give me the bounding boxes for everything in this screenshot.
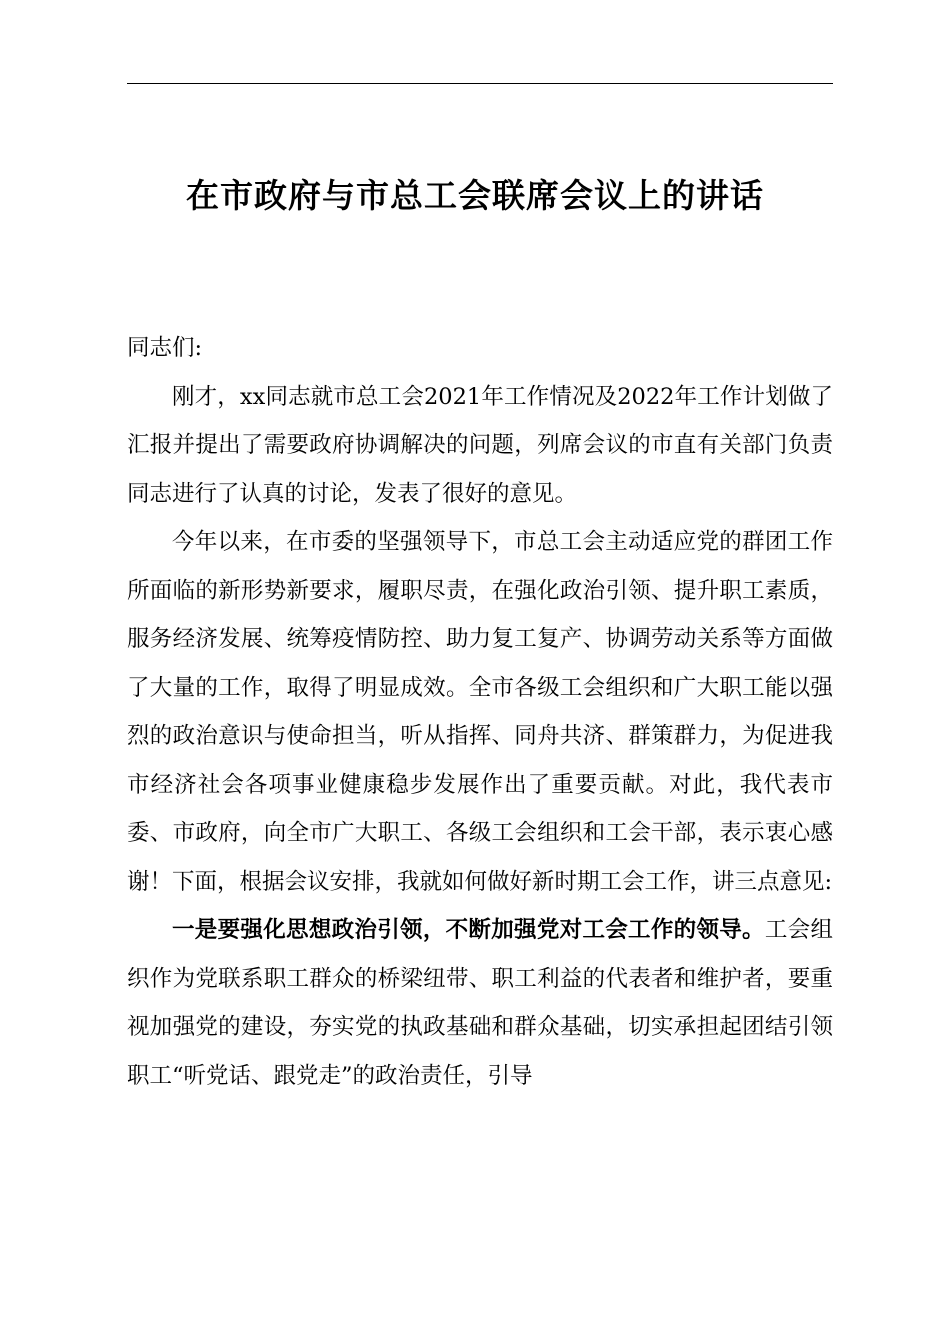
salutation: 同志们: bbox=[127, 335, 203, 361]
document-title: 在市政府与市总工会联席会议上的讲话 bbox=[186, 176, 764, 215]
section-one-paragraph bbox=[127, 906, 833, 1100]
section-one-heading: 一是要强化思想政治引领，不断加强党对工会工作的领导。 bbox=[172, 917, 765, 943]
header-rule bbox=[127, 83, 833, 84]
section-one-text: 工会组织作为党联系职工群众的桥梁纽带、职工利益的代表者和维护者，要重视加强党的建设，夯实党的执政基础和群众基础，切实承担起团结引领职工“听党话、跟党走”的政治责任，引导 bbox=[127, 917, 833, 1089]
document-body bbox=[127, 324, 833, 1100]
paragraph: 今年以来，在市委的坚强领导下，市总工会主动适应党的群团工作所面临的新形势新要求，履职尽责，在强化政治引领、提升职工素质，服务经济发展、统筹疫情防控、助力复工复产、协调劳动关系等方面做了大量的工作，取得了明显成效。全市各级工会组织和广大职工能以强烈的政治意识与使命担当，听从指挥、同舟共济、群策群力，为促进我市经济社会各项事业健康稳步发展作出了重要贡献。对此，我代表市委、市政府，向全市广大职工、各级工会组织和工会干部，表示衷心感谢！下面，根据会议安排，我就如何做好新时期工会工作，讲三点意见: bbox=[127, 529, 833, 895]
paragraph: 刚才，xx同志就市总工会2021年工作情况及2022年工作计划做了汇报并提出了需要政府协调解决的问题，列席会议的市直有关部门负责同志进行了认真的讨论，发表了很好的意见。 bbox=[127, 383, 833, 507]
